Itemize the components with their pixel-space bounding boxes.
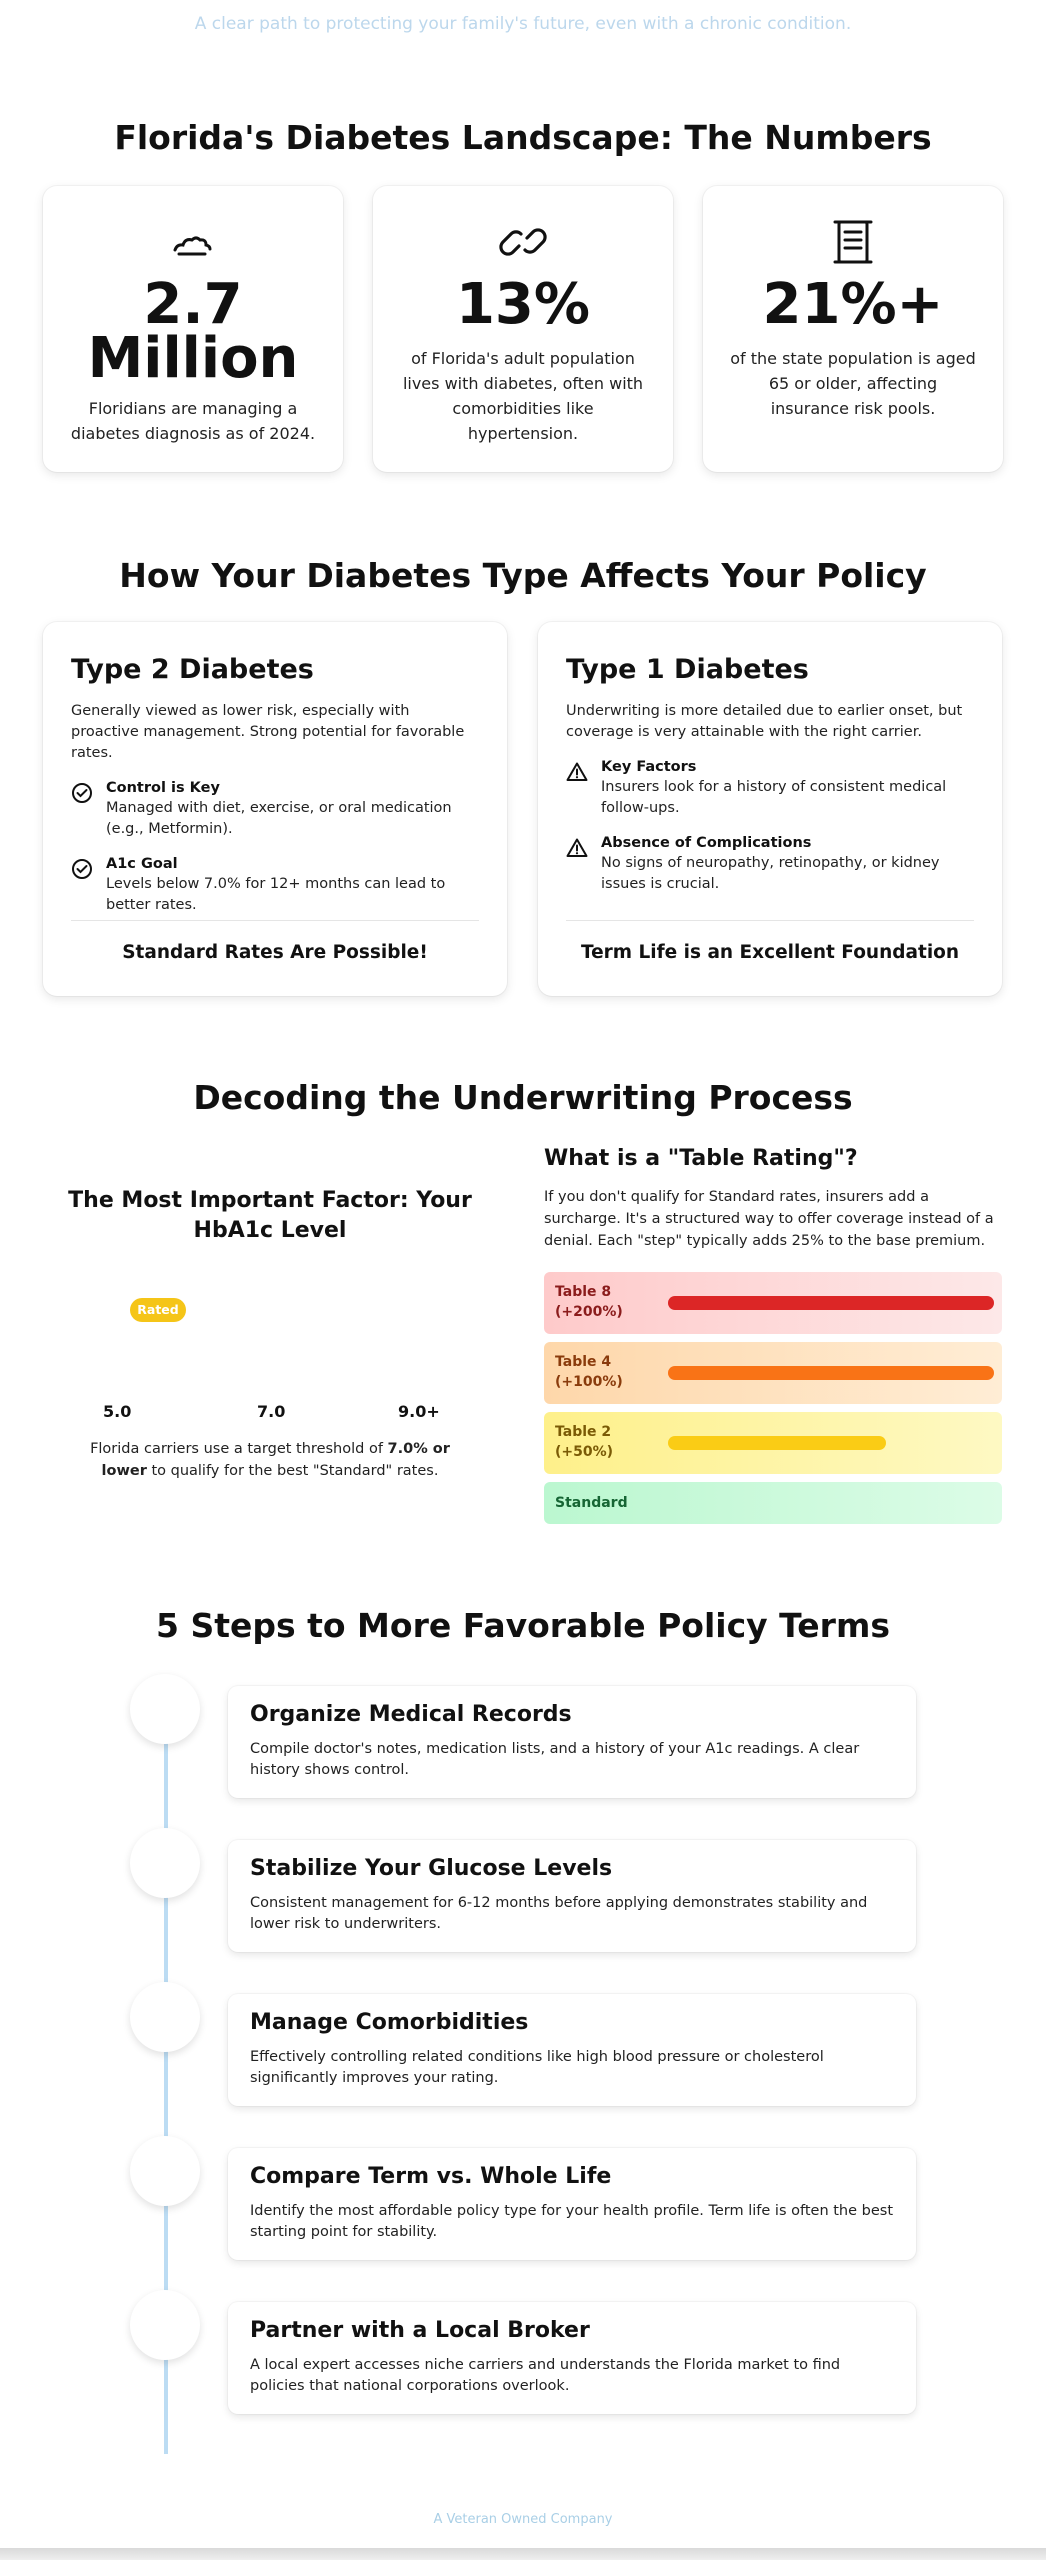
step-description: Effectively controlling related conditions like high blood pressure or cholesterol significantly improves your rating.: [250, 2049, 824, 2086]
tier-table-4: [544, 1342, 1002, 1404]
table-rating-description: If you don't qualify for Standard rates, insurers add a surcharge. It's a structured way to offer coverage instead of a denial. Each "step" typically adds 25% to the base premium.: [544, 1189, 994, 1249]
threshold-note: Florida carriers use a target threshold of 7.0% or lower to qualify for the best "Standard" rates.: [90, 1441, 450, 1479]
stat-description: of Florida's adult population lives with diabetes, often with comorbidities like hypertension.: [402, 349, 644, 443]
type2-intro: Generally viewed as lower risk, especially with proactive management. Strong potential for favorable rates.: [71, 703, 465, 761]
step-card: [228, 2302, 916, 2414]
step-description: Identify the most affordable policy type for your health profile. Term life is often the best starting point for stability.: [250, 2203, 894, 2240]
step-title: Partner with a Local Broker: [250, 2318, 590, 2343]
step-marker: [130, 1828, 200, 1898]
step-title: Manage Comorbidities: [250, 2010, 529, 2035]
type2-title: Type 2 Diabetes: [71, 654, 314, 685]
tier-table-8: [544, 1272, 1002, 1334]
tier-label: Standard: [555, 1495, 628, 1511]
step-description: Consistent management for 6-12 months before applying demonstrates stability and lower risk to underwriters.: [250, 1895, 868, 1932]
stat-card-seniors: [703, 186, 1003, 472]
tier-bar: [668, 1366, 994, 1380]
rated-badge: Rated: [130, 1298, 186, 1322]
item-heading: A1c Goal: [106, 856, 178, 872]
check-circle-icon: [71, 858, 93, 880]
warning-icon: [566, 837, 588, 859]
item-text: Insurers look for a history of consistent medical follow-ups.: [601, 779, 947, 816]
step-marker: [130, 1674, 200, 1744]
type2-item: [71, 856, 479, 916]
tier-bar: [668, 1436, 886, 1450]
item-text: No signs of neuropathy, retinopathy, or kidney issues is crucial.: [601, 855, 940, 892]
step-card: [228, 1840, 916, 1952]
stat-description: of the state population is aged 65 or older, affecting insurance risk pools.: [730, 349, 976, 418]
stats-section-title: Florida's Diabetes Landscape: The Numbers: [114, 118, 932, 157]
step-title: Organize Medical Records: [250, 1702, 572, 1727]
step-marker: [130, 1982, 200, 2052]
link-icon: [495, 214, 551, 270]
item-heading: Absence of Complications: [601, 835, 812, 851]
stat-value: 21%+: [762, 272, 944, 337]
step-description: A local expert accesses niche carriers and understands the Florida market to find policies that national corporations overlook.: [250, 2357, 841, 2394]
step-title: Compare Term vs. Whole Life: [250, 2164, 612, 2189]
cloud-icon: [165, 214, 221, 270]
tier-label: Table 4 (+100%): [555, 1354, 623, 1390]
tier-table-2: [544, 1412, 1002, 1474]
hba1c-tick-label: 7.0: [257, 1402, 286, 1421]
type2-card: [43, 622, 507, 996]
step-marker: [130, 2136, 200, 2206]
step-card: [228, 1686, 916, 1798]
scroll-icon: [825, 214, 881, 270]
stat-value: 2.7 Million: [87, 272, 299, 391]
steps-section-title: 5 Steps to More Favorable Policy Terms: [156, 1606, 890, 1645]
hba1c-tick-label: 9.0+: [398, 1402, 440, 1421]
divider: [566, 920, 974, 921]
tier-label: Table 2 (+50%): [555, 1424, 614, 1460]
table-rating-title: What is a "Table Rating"?: [544, 1146, 858, 1171]
tier-bar: [668, 1296, 994, 1310]
stat-value: 13%: [455, 272, 591, 337]
type1-title: Type 1 Diabetes: [566, 654, 809, 685]
type1-intro: Underwriting is more detailed due to earlier onset, but coverage is very attainable with the right carrier.: [566, 703, 963, 740]
stat-card-adult-percent: [373, 186, 673, 472]
types-section-title: How Your Diabetes Type Affects Your Policy: [119, 556, 927, 595]
page-bottom-edge: [0, 2548, 1046, 2560]
type1-item: [566, 759, 974, 819]
item-text: Levels below 7.0% for 12+ months can lead to better rates.: [106, 876, 446, 913]
check-circle-icon: [71, 782, 93, 804]
footer-text: A Veteran Owned Company: [433, 2512, 613, 2527]
header-tagline: A clear path to protecting your family's future, even with a chronic condition.: [194, 14, 852, 34]
type1-footer: Term Life is an Excellent Foundation: [580, 942, 960, 963]
type2-footer: Standard Rates Are Possible!: [122, 942, 428, 963]
type1-card: [538, 622, 1002, 996]
warning-icon: [566, 761, 588, 783]
hba1c-title: The Most Important Factor: Your HbA1c Level: [68, 1188, 472, 1243]
type2-item: [71, 780, 479, 840]
stat-description: Floridians are managing a diabetes diagnosis as of 2024.: [70, 399, 316, 443]
step-card: [228, 1994, 916, 2106]
item-text: Managed with diet, exercise, or oral medication (e.g., Metformin).: [106, 800, 452, 837]
step-marker: [130, 2290, 200, 2360]
step-title: Stabilize Your Glucose Levels: [250, 1856, 613, 1881]
underwriting-section-title: Decoding the Underwriting Process: [193, 1078, 853, 1117]
hba1c-tick-label: 5.0: [103, 1402, 132, 1421]
stat-card-population: [43, 186, 343, 472]
tier-standard: [544, 1482, 1002, 1524]
item-heading: Key Factors: [601, 759, 697, 775]
item-heading: Control is Key: [106, 780, 220, 796]
step-card: [228, 2148, 916, 2260]
type1-item: [566, 835, 974, 895]
divider: [71, 920, 479, 921]
step-description: Compile doctor's notes, medication lists, and a history of your A1c readings. A clear history shows control.: [250, 1741, 860, 1778]
tier-label: Table 8 (+200%): [555, 1284, 623, 1320]
